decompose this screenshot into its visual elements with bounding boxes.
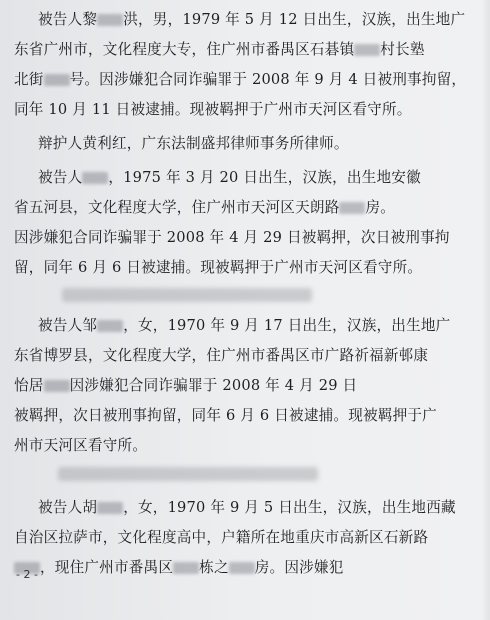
text-line: 辩护人黄利红，广东法制盛邦律师事务所律师。 bbox=[38, 135, 349, 152]
text-line: 被告人黎 洪，男，1979 年 5 月 12 日出生，汉族，出生地广 bbox=[38, 11, 466, 28]
text-line: 自治区拉萨市，文化程度高中，户籍所在地重庆市高新区石新路 bbox=[14, 529, 429, 546]
text-line: 被羁押，次日被刑事拘留，同年 6 月 6 日被逮捕。现被羁押于广 bbox=[14, 407, 437, 424]
redacted-line bbox=[62, 288, 312, 302]
text-line: 怡居 因涉嫌犯合同诈骗罪于 2008 年 4 月 29 日 bbox=[14, 377, 358, 394]
redaction-block bbox=[354, 44, 380, 56]
text-line: ，现住广州市番禺区 栋之 房。因涉嫌犯 bbox=[14, 558, 344, 578]
text-line: 东省广州市，文化程度大专，住广州市番禺区石碁镇 村长塾 bbox=[14, 41, 425, 58]
text-line: 被告人 ，1975 年 3 月 20 日出生，汉族，出生地安徽 bbox=[38, 169, 421, 186]
redaction-block bbox=[229, 562, 255, 574]
text-line: 北街 号。因涉嫌犯合同诈骗罪于 2008 年 9 月 4 日被刑事拘留， bbox=[14, 71, 467, 88]
redaction-block bbox=[339, 202, 365, 214]
text-line: 因涉嫌犯合同诈骗罪于 2008 年 4 月 29 日被羁押，次日被刑事拘 bbox=[14, 229, 450, 246]
page-edge-shadow bbox=[482, 0, 490, 620]
redaction-block bbox=[97, 320, 123, 332]
page-number: - 2 - bbox=[16, 568, 38, 581]
text-line: 州市天河区看守所。 bbox=[14, 437, 148, 454]
redacted-line bbox=[58, 467, 318, 481]
redaction-block bbox=[97, 502, 123, 514]
text-line: 被告人胡 ，女，1970 年 9 月 5 日出生，汉族，出生地西藏 bbox=[38, 499, 456, 516]
redaction-block bbox=[97, 14, 123, 26]
redaction-block bbox=[44, 380, 70, 392]
redaction-block bbox=[82, 172, 108, 184]
text-line: 省五河县，文化程度大学，住广州市天河区天朗路 房。 bbox=[14, 199, 396, 216]
redaction-block bbox=[173, 562, 199, 574]
redaction-block bbox=[44, 74, 70, 86]
text-line: 留，同年 6 月 6 日被逮捕。现被羁押于广州市天河区看守所。 bbox=[14, 259, 423, 276]
text-line: 东省博罗县，文化程度大学，住广州市番禺区市广路祈福新邨康 bbox=[14, 347, 429, 364]
text-line: 同年 10 月 11 日被逮捕。现被羁押于广州市天河区看守所。 bbox=[14, 101, 412, 118]
text-line: 被告人邹 ，女，1970 年 9 月 17 日出生，汉族，出生地广 bbox=[38, 317, 451, 334]
